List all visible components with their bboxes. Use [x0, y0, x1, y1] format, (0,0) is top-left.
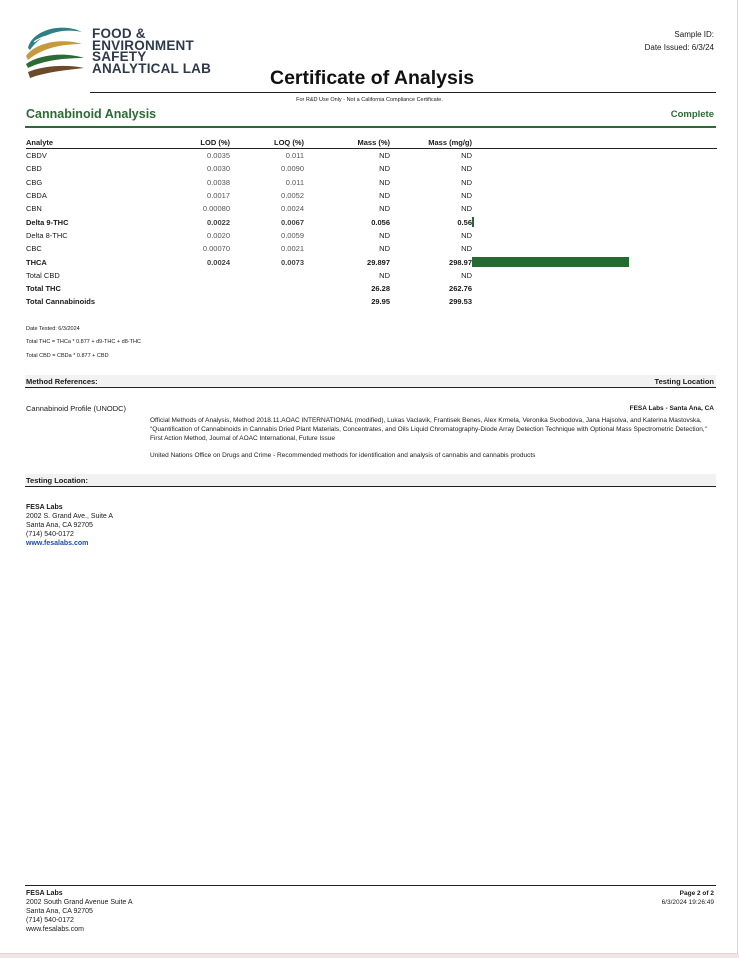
analyte-cell: CBC	[26, 244, 42, 254]
mass-pct-cell: 0.056	[371, 217, 390, 227]
footer-phone: (714) 540-0172	[26, 917, 74, 924]
analyte-cell: CBG	[26, 177, 43, 187]
footer-page-info	[662, 889, 714, 907]
method-reference-aoac: Official Methods of Analysis, Method 2018.11.AOAC INTERNATIONAL (modified), Lukas Vaclavik, Frantisek Benes, Alex Krmela, Veronika Svobodova, Jana Hajsolva, and Katerina Mastovska, "Quantification of Cannabinoids in Cannabis Dried Plant Materials, Concentrates, and Oils Liquid Chromatography-Diode Array Detection Technique with Optional Mass Spectrometric Detection," First Action Method, Journal of AOAC International, Future Issue	[150, 417, 707, 442]
column-header: LOQ (%)	[230, 137, 304, 149]
mass-mg-cell: ND	[461, 191, 472, 201]
lod-cell: 0.0038	[207, 177, 230, 187]
page-number: Page 2 of 2	[679, 890, 714, 897]
section-rule	[25, 126, 716, 128]
bar-cell	[472, 162, 717, 175]
table-row	[26, 149, 717, 163]
mass-mg-cell: 298.97	[449, 257, 472, 267]
loq-cell	[230, 269, 304, 282]
table-row	[26, 269, 717, 282]
footer-rule	[25, 885, 716, 886]
mass-pct-cell: 29.95	[371, 297, 390, 307]
bar-cell	[472, 282, 717, 295]
title-rule	[90, 92, 716, 93]
lod-cell	[154, 269, 230, 282]
table-row	[26, 215, 717, 228]
method-name: Cannabinoid Profile (UNODC)	[26, 404, 127, 413]
testing-location-address	[26, 503, 113, 548]
lod-cell	[154, 295, 230, 308]
analyte-cell: CBDV	[26, 151, 47, 161]
lod-cell: 0.0035	[207, 151, 230, 161]
loq-cell: 0.011	[285, 151, 304, 161]
mass-mg-cell: ND	[461, 230, 472, 240]
table-header-row	[26, 137, 717, 149]
footer-city: Santa Ana, CA 92705	[26, 908, 93, 915]
date-tested: Date Tested: 6/3/2024	[26, 326, 80, 332]
loq-cell: 0.0052	[281, 191, 304, 201]
bar-cell	[472, 295, 717, 308]
mass-mg-cell: ND	[461, 244, 472, 254]
mass-pct-cell: ND	[379, 244, 390, 254]
footer-street: 2002 South Grand Avenue Suite A	[26, 899, 133, 906]
page-title: Certificate of Analysis	[270, 67, 475, 89]
page-bottom-edge	[0, 954, 739, 958]
lab-phone: (714) 540-0172	[26, 531, 74, 538]
analyte-cell: Total Cannabinoids	[26, 297, 96, 307]
method-lab-location: FESA Labs - Santa Ana, CA	[629, 405, 714, 412]
mass-pct-cell: ND	[379, 164, 390, 174]
status-badge: Complete	[670, 109, 714, 120]
analyte-cell: Delta 9-THC	[26, 217, 69, 227]
lod-cell: 0.0020	[207, 230, 230, 240]
bar-cell	[472, 149, 717, 163]
mass-pct-cell: ND	[379, 230, 390, 240]
analyte-cell: CBN	[26, 204, 42, 214]
analyte-cell: CBD	[26, 164, 42, 174]
bar-cell	[472, 176, 717, 189]
bar-cell	[472, 269, 717, 282]
header-meta	[645, 28, 714, 54]
mass-pct-cell: 26.28	[371, 284, 390, 294]
loq-cell: 0.0021	[281, 244, 304, 254]
lod-cell: 0.00080	[202, 204, 230, 214]
method-references-header: Method References: Testing Location	[26, 377, 714, 386]
lab-name: FESA Labs	[26, 504, 63, 511]
mass-pct-cell: 29.897	[367, 257, 390, 267]
table-row	[26, 189, 717, 202]
column-header-bar	[472, 137, 717, 149]
table-row	[26, 162, 717, 175]
sample-id: Sample ID:	[674, 30, 714, 39]
mass-mg-cell: ND	[461, 151, 472, 161]
bar-cell	[472, 242, 717, 255]
mass-bar	[472, 217, 474, 227]
loq-cell: 0.0024	[281, 204, 304, 214]
column-header: LOD (%)	[154, 137, 230, 149]
compliance-note: For R&D Use Only - Not a California Compliance Certificate.	[296, 97, 443, 103]
loq-cell: 0.011	[285, 177, 304, 187]
footer-address	[26, 889, 133, 934]
mass-mg-cell: ND	[461, 270, 472, 280]
column-header: Mass (mg/g)	[390, 137, 472, 149]
table-row	[26, 255, 717, 268]
mass-pct-cell: ND	[379, 204, 390, 214]
total-cbd-formula: Total CBD = CBDa * 0.877 + CBD	[26, 353, 109, 359]
analyte-cell: CBDA	[26, 191, 47, 201]
lab-logo-text: FOOD & ENVIRONMENT SAFETY ANALYTICAL LAB	[92, 26, 212, 76]
lab-street: 2002 S. Grand Ave., Suite A	[26, 513, 114, 520]
lod-cell: 0.00070	[202, 244, 230, 254]
lod-cell: 0.0030	[207, 164, 230, 174]
analyte-cell: Delta 8-THC	[26, 230, 68, 240]
lod-cell: 0.0024	[207, 257, 230, 267]
section-title: Cannabinoid Analysis	[26, 107, 157, 121]
lab-website-link[interactable]: www.fesalabs.com	[26, 540, 89, 547]
bar-cell	[472, 255, 717, 268]
loq-cell	[230, 282, 304, 295]
analyte-cell: THCA	[26, 257, 47, 267]
column-header: Analyte	[26, 137, 154, 149]
analyte-cell: Total CBD	[26, 270, 60, 280]
table-row	[26, 202, 717, 215]
mass-mg-cell: 0.56	[457, 217, 472, 227]
table-row	[26, 282, 717, 295]
loq-cell: 0.0090	[281, 164, 304, 174]
table-row	[26, 176, 717, 189]
table-row	[26, 229, 717, 242]
mass-mg-cell: 262.76	[449, 284, 472, 294]
date-issued: Date Issued: 6/3/24	[644, 43, 714, 52]
analyte-cell: Total THC	[26, 284, 61, 294]
lod-cell: 0.0017	[207, 191, 230, 201]
loq-cell: 0.0059	[281, 230, 304, 240]
mass-pct-cell: ND	[379, 270, 390, 280]
mass-mg-cell: ND	[461, 164, 472, 174]
loq-cell: 0.0067	[281, 217, 304, 227]
mass-mg-cell: ND	[461, 177, 472, 187]
total-thc-formula: Total THC = THCa * 0.877 + d9-THC + d8-THC	[26, 339, 141, 345]
print-timestamp: 6/3/2024 19:26:49	[661, 899, 714, 906]
mass-pct-cell: ND	[379, 177, 390, 187]
mass-mg-cell: 299.53	[449, 297, 472, 307]
mass-pct-cell: ND	[379, 151, 390, 161]
loq-cell	[230, 295, 304, 308]
lod-cell: 0.0022	[207, 217, 230, 227]
mass-bar	[472, 257, 629, 267]
bar-cell	[472, 215, 717, 228]
lab-logo	[22, 22, 212, 84]
lab-city: Santa Ana, CA 92705	[26, 522, 93, 529]
loq-cell: 0.0073	[281, 257, 304, 267]
footer-website[interactable]: www.fesalabs.com	[26, 926, 84, 933]
bar-cell	[472, 189, 717, 202]
mass-pct-cell: ND	[379, 191, 390, 201]
testing-location-header: Testing Location:	[25, 474, 716, 487]
bar-cell	[472, 202, 717, 215]
results-table	[26, 137, 717, 309]
lab-logo-icon	[22, 22, 86, 84]
table-row	[26, 295, 717, 308]
lod-cell	[154, 282, 230, 295]
footer-lab-name: FESA Labs	[26, 890, 63, 897]
column-header: Mass (%)	[304, 137, 390, 149]
method-reference-unodc: United Nations Office on Drugs and Crime - Recommended methods for identification and analysis of cannabis and cannabis products	[150, 452, 536, 459]
mass-mg-cell: ND	[461, 204, 472, 214]
bar-cell	[472, 229, 717, 242]
table-row	[26, 242, 717, 255]
